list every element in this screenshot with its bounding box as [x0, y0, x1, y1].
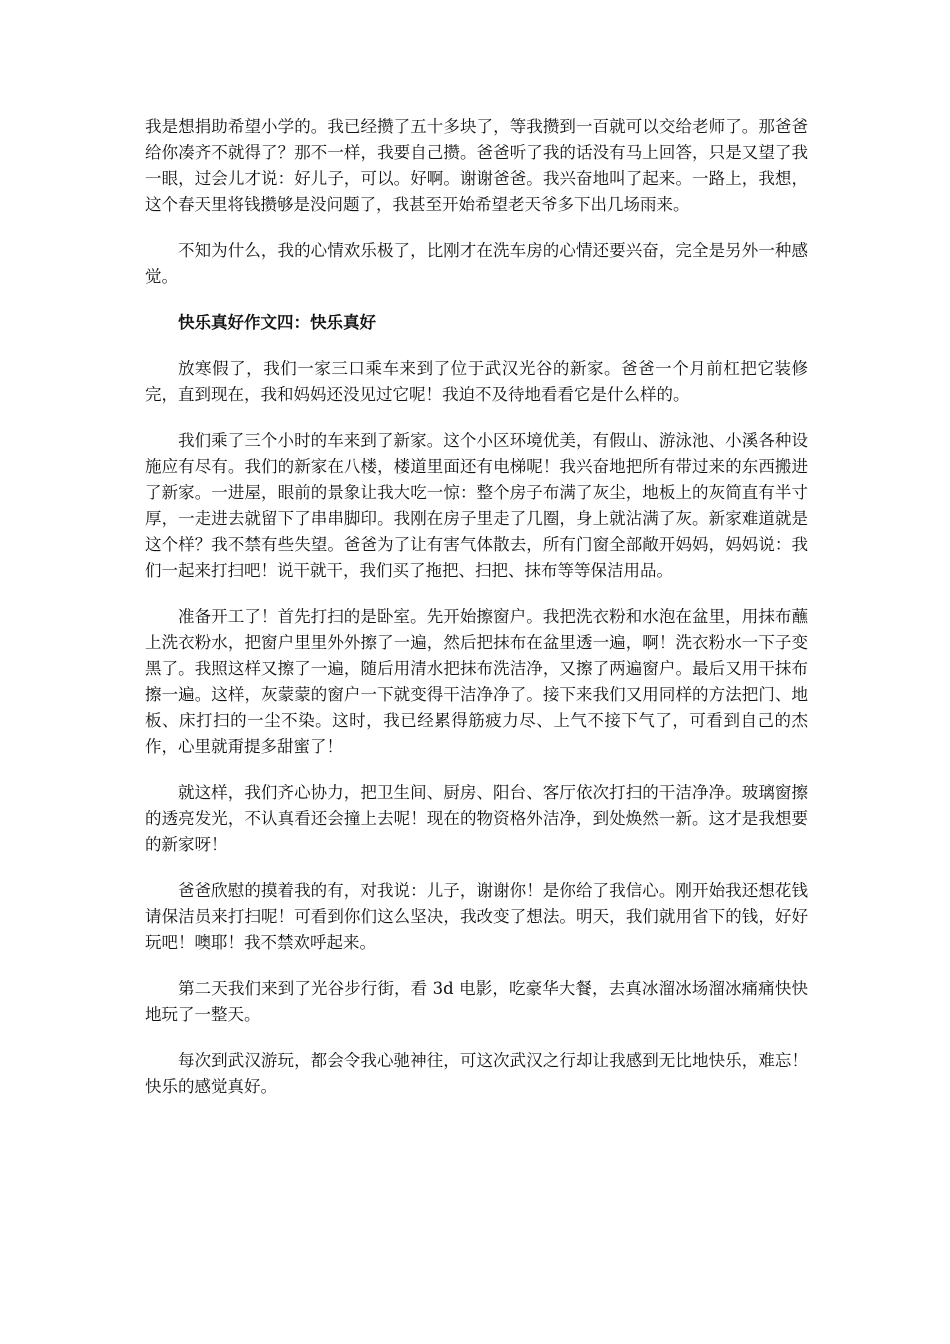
- paragraph: 放寒假了，我们一家三口乘车来到了位于武汉光谷的新家。爸爸一个月前杠把它装修完，直到现在，我和妈妈还没见过它呢！我迫不及待地看看它是什么样的。: [145, 359, 808, 404]
- paragraph: 每次到武汉游玩，都会令我心驰神往，可这次武汉之行却让我感到无比地快乐，难忘！快乐的感觉真好。: [145, 1051, 808, 1096]
- paragraph: 第二天我们来到了光谷步行街，看 3d 电影，吃豪华大餐，去真冰溜冰场溜冰痛痛快快地玩了一整天。: [145, 979, 808, 1024]
- paragraph: 准备开工了！首先打扫的是卧室。先开始擦窗户。我把洗衣粉和水泡在盆里，用抹布蘸上洗衣粉水，把窗户里里外外擦了一遍，然后把抹布在盆里透一遍，啊！洗衣粉水一下子变黑了。我照这样又擦了一遍，随后用清水把抹布洗洁净，又擦了两遍窗户。最后又用干抹布擦一遍。这样，灰蒙蒙的窗户一下就变得干洁净净了。接下来我们又用同样的方法把门、地板、床打扫的一尘不染。这时，我已经累得筋疲力尽、上气不接下气了，可看到自己的杰作，心里就甭提多甜蜜了！: [145, 607, 808, 756]
- document-page: [145, 114, 808, 1120]
- paragraph: 不知为什么，我的心情欢乐极了，比刚才在洗车房的心情还要兴奋，完全是另外一种感觉。: [145, 241, 808, 286]
- paragraph: 我们乘了三个小时的车来到了新家。这个小区环境优美，有假山、游泳池、小溪各种设施应有尽有。我们的新家在八楼，楼道里面还有电梯呢！我兴奋地把所有带过来的东西搬进了新家。一进屋，眼前的景象让我大吃一惊：整个房子布满了灰尘，地板上的灰简直有半寸厚，一走进去就留下了串串脚印。我刚在房子里走了几圈，身上就沾满了灰。新家难道就是这个样？我不禁有些失望。爸爸为了让有害气体散去，所有门窗全部敞开妈妈，妈妈说：我们一起来打扫吧！说干就干，我们买了拖把、扫把、抹布等等保洁用品。: [145, 431, 808, 580]
- section-heading: 快乐真好作文四：快乐真好: [178, 313, 376, 332]
- paragraph: 就这样，我们齐心协力，把卫生间、厨房、阳台、客厅依次打扫的干洁净净。玻璃窗擦的透亮发光，不认真看还会撞上去呢！现在的物资格外洁净，到处焕然一新。这才是我想要的新家呀！: [145, 783, 808, 854]
- paragraph: 爸爸欣慰的摸着我的有，对我说：儿子，谢谢你！是你给了我信心。刚开始我还想花钱请保洁员来打扫呢！可看到你们这么坚决，我改变了想法。明天，我们就用省下的钱，好好玩吧！噢耶！我不禁欢呼起来。: [145, 881, 808, 952]
- paragraph-continued: 我是想捐助希望小学的。我已经攒了五十多块了，等我攒到一百就可以交给老师了。那爸爸给你凑齐不就得了？那不一样，我要自己攒。爸爸听了我的话没有马上回答，只是又望了我一眼，过会儿才说：好儿子，可以。好啊。谢谢爸爸。我兴奋地叫了起来。一路上，我想，这个春天里将钱攒够是没问题了，我甚至开始希望老天爷多下出几场雨来。: [145, 117, 808, 214]
